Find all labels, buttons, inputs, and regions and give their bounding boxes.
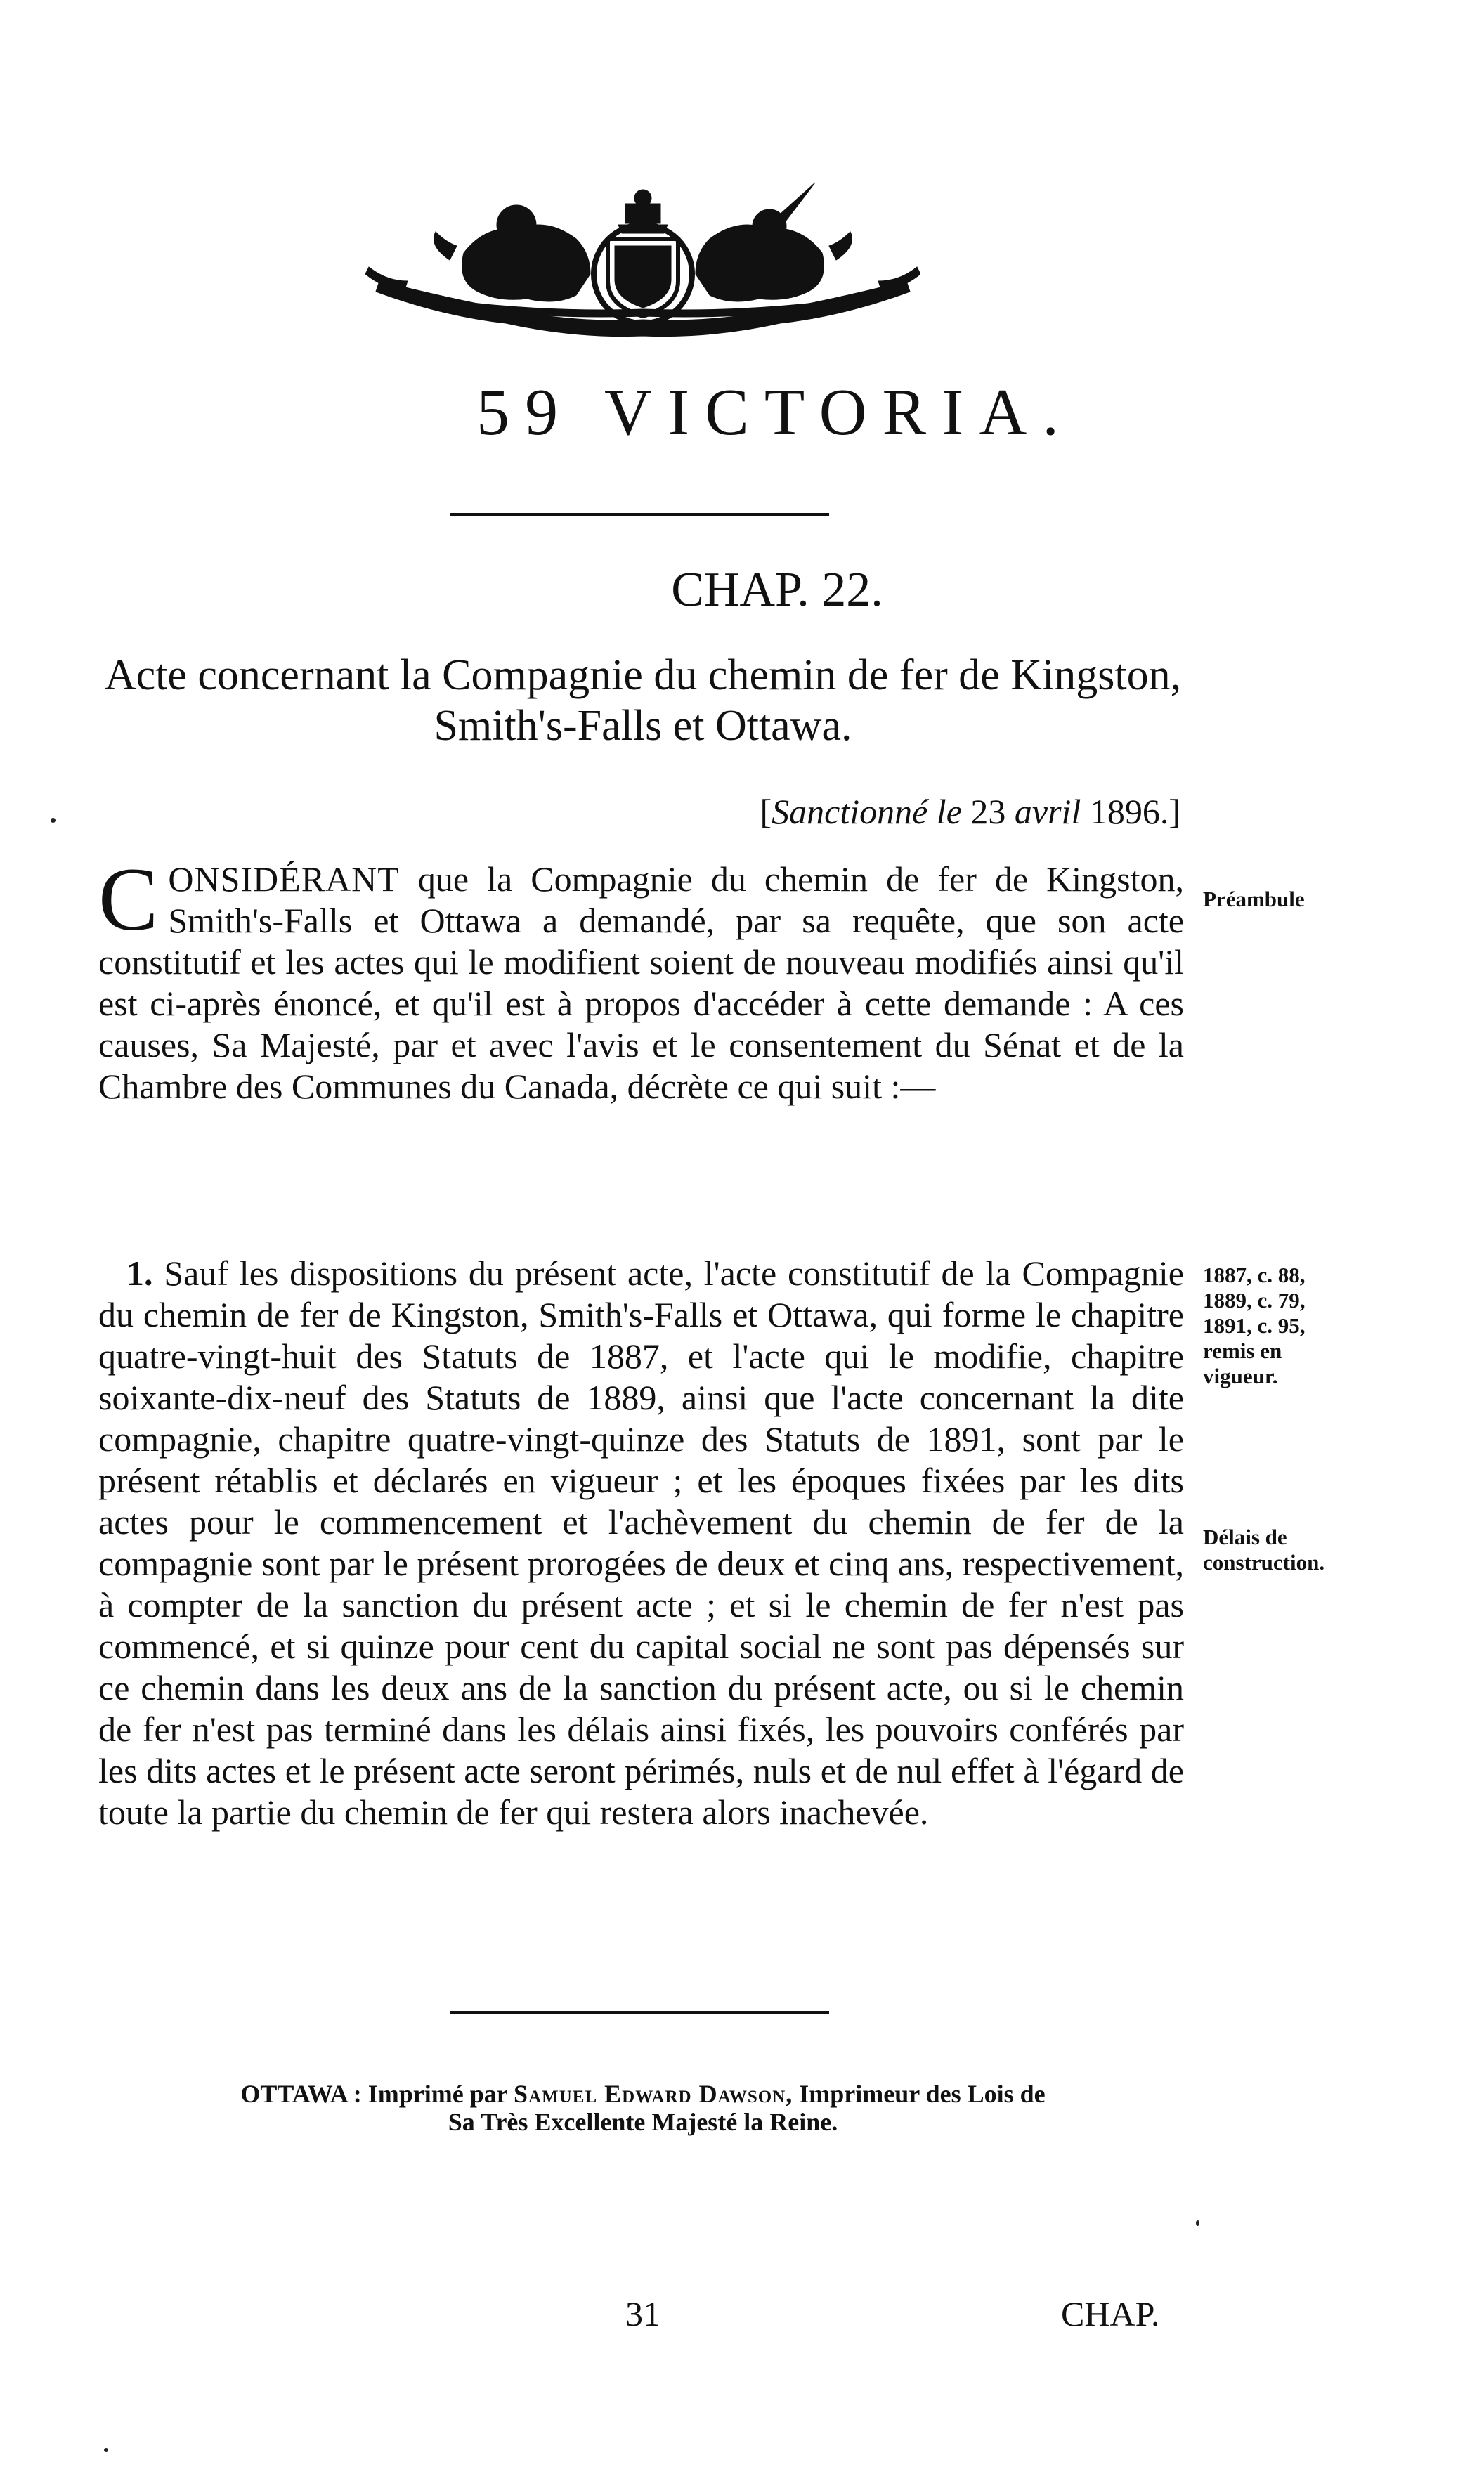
sanction-date: [Sanctionné le 23 avril 1896.] (760, 792, 1180, 831)
marginal-delay-line: Délais de (1203, 1525, 1287, 1549)
act-title: Acte concernant la Compagnie du chemin de fer de Kingston, Smith's-Falls et Ottawa. (104, 651, 1182, 750)
printer-imprint (98, 2080, 1187, 2136)
page-number: 31 (625, 2294, 660, 2333)
sanction-month: avril (1014, 792, 1081, 831)
scan-speck (1196, 2220, 1199, 2226)
imprint-prefix: OTTAWA : Imprimé par (240, 2080, 508, 2108)
marginal-note-preamble: Préambule (1203, 887, 1305, 911)
section-1-paragraph (98, 1253, 1184, 1833)
marginal-citation-line: 1891, c. 95, (1203, 1313, 1306, 1338)
sanction-day: 23 (970, 792, 1006, 831)
section-number: 1. (126, 1253, 153, 1293)
divider-top (450, 513, 829, 516)
marginal-delay-line: construction. (1203, 1550, 1325, 1575)
royal-coat-of-arms-icon (365, 176, 920, 351)
marginal-citation-line: 1889, c. 79, (1203, 1288, 1306, 1313)
catchword: CHAP. (1061, 2294, 1160, 2333)
preamble-first-word: ONSIDÉRANT (168, 859, 400, 899)
marginal-note-citations (1203, 1263, 1372, 1389)
section-1-text: Sauf les dispositions du présent acte, l'acte constitutif de la Compagnie du chemin de fer de Kingston, Smith's-Falls et Ottawa, qui forme le chapitre quatre-vingt-huit des Statuts de 1887, et l'acte qui le modifie, chapitre soixante-dix-neuf des Statuts de 1889, ainsi que l'acte concernant la dite compagnie, chapitre quatre-vingt-quinze des Statuts de 1891, sont par le présent rétablis et déclarés en vigueur ; et les époques fixées par les dits actes pour le commencement et l'achèvement du chemin de fer de la compagnie sont par le présent prorogées de deux et cinq ans, respectivement, à compter de la sanction du présent acte ; et si le chemin de fer n'est pas commencé, et si quinze pour cent du capital social ne sont pas dépensés sur ce chemin dans les deux ans de la sanction du présent acte, ou si le chemin de fer n'est pas terminé dans les délais ainsi fixés, les pouvoirs conférés par les dits actes et le présent acte seront périmés, nuls et de nul effet à l'égard de toute la partie du chemin de fer qui restera alors inachevée. (98, 1253, 1184, 1832)
imprint-line-1 (98, 2080, 1187, 2108)
chapter-heading: CHAP. 22. (671, 563, 883, 617)
imprint-printer: Samuel Edward Dawson, (514, 2080, 793, 2108)
sanction-text: Sanctionné le (772, 792, 962, 831)
preamble-dropcap: C (98, 849, 159, 949)
marginal-citation-line: 1887, c. 88, (1203, 1263, 1306, 1287)
marginal-note-delays (1203, 1525, 1372, 1575)
regnal-year-heading: 59 VICTORIA. (476, 376, 1074, 449)
marginal-citation-line: remis en (1203, 1339, 1282, 1363)
imprint-line-2: Sa Très Excellente Majesté la Reine. (448, 2108, 838, 2136)
scan-speck (51, 818, 56, 823)
preamble-paragraph (98, 849, 1184, 1107)
divider-bottom (450, 2011, 829, 2014)
scan-speck (104, 2448, 108, 2452)
sanction-year: 1896. (1089, 792, 1169, 831)
marginal-citation-line: vigueur. (1203, 1364, 1278, 1388)
imprint-suffix: Imprimeur des Lois de (799, 2080, 1046, 2108)
preamble-text: que la Compagnie du chemin de fer de Kingston, Smith's-Falls et Ottawa a demandé, par sa requête, que son acte constitutif et les actes qui le modifient soient de nouveau modifiés ainsi qu'il est ci-après énoncé, et qu'il est à propos d'accéder à cette demande : A ces causes, Sa Majesté, par et avec l'avis et le consentement du Sénat et de la Chambre des Communes du Canada, décrète ce qui suit :— (98, 859, 1184, 1106)
